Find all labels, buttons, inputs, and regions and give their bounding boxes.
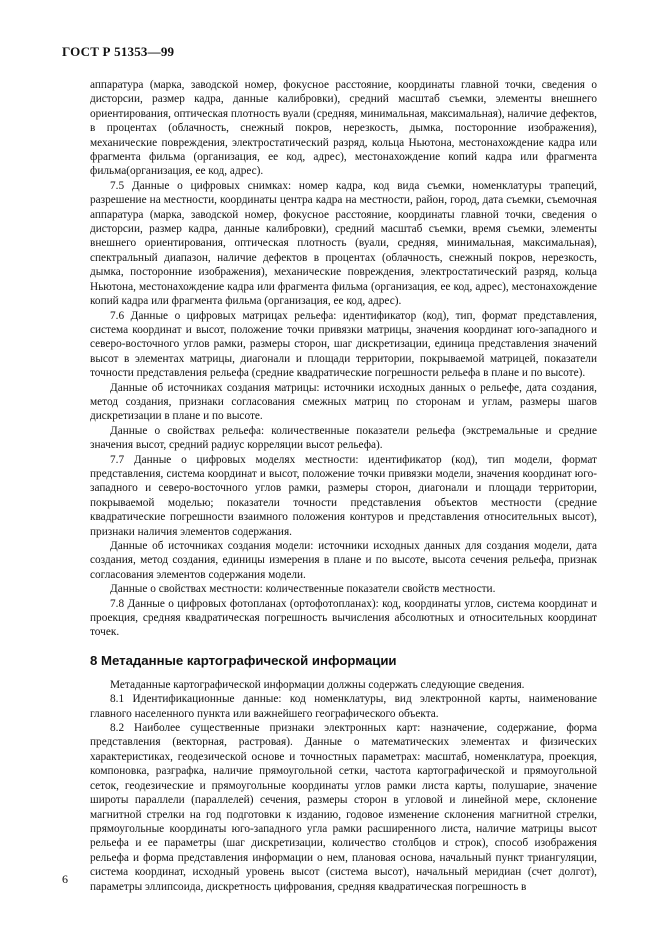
paragraph-7-6: 7.6 Данные о цифровых матрицах рельефа: идентификатор (код), тип, формат представления, система координат и высот, положение точки привязки матрицы, значения координат юго-западного и северо-восточного углов рамки, размеры сторон, шаг дискретизации, единица представления значений высот в элементах матрицы, диагонали и площади территории, покрываемой матрицей, показатели точности представления рельефа (средние квадратические погрешности рельефа в плане и по высоте). (90, 309, 597, 380)
paragraph-continuation: аппаратура (марка, заводской номер, фокусное расстояние, координаты главной точки, сведения о дисторсии, размер кадра, данные калибровки), средний масштаб съемки, элементы внешнего ориентирования, оптическая плотность вуали (средняя, минимальная, максимальная), наличие дефектов, в процентах (облачность, снежный покров, нерезкость, дымка, посторонние изображения), механические повреждения, электростатический разряд, кольца Ньютона, местонахождение кадра или фрагмента фильма (организация, ее код, адрес), местонахождение копий кадра или фрагмента фильма(организация, ее код, адрес). (90, 79, 597, 178)
paragraph-8-2: 8.2 Наиболее существенные признаки электронных карт: назначение, содержание, форма представления (векторная, растровая). Данные о математических элементах и физических характеристиках, геодезической основе и точностных параметрах: масштаб, номенклатура, проекция, компоновка, разграфка, наличие прямоугольной сетки, частота картографической и прямоугольной сеток, геодезические и прямоугольные координаты углов рамки листа карты, полушарие, значение широты параллели (параллелей) сечения, размеры сторон в угловой и линейной мере, склонение магнитной стрелки на год подготовки к изданию, годовое изменение склонения магнитной стрелки, прямоугольные координаты юго-западного угла рамки расширенного листа, наличие матрицы высот рельефа и ее параметры (шаг дискретизации, количество столбцов и строк), способ изображения рельефа и форма представления информации о нем, плановая основа, начальный пункт триангуляции, система координат, исходный уровень высот (система высот), начальный меридиан (счет долгот), параметры эллипсоида, дискретность цифрования, средняя квадратическая погрешность в (90, 722, 597, 893)
paragraph-8-1: 8.1 Идентификационные данные: код номенклатуры, вид электронной карты, наименование главного населенного пункта или важнейшего географического объекта. (90, 693, 597, 720)
page-number: 6 (62, 872, 68, 886)
paragraph-section-intro: Метаданные картографической информации должны содержать следующие сведения. (110, 678, 525, 691)
paragraph-7-7: 7.7 Данные о цифровых моделях местности: идентификатор (код), тип модели, формат представления, система координат и высот, положение точки привязки модели, значения координат юго-западного и северо-восточного углов рамки, размеры сторон, диагонали и площади территории, покрываемой моделью; показатели точности представления объектов местности (средние квадратические погрешности взаимного положения контуров и представления относительных высот), признаки наличия элементов содержания. (90, 453, 597, 538)
paragraph-terrain-properties: Данные о свойствах местности: количественные показатели свойств местности. (110, 583, 496, 596)
document-body (90, 78, 597, 894)
paragraph-matrix-sources: Данные об источниках создания матрицы: источники исходных данных о рельефе, дата создания, метод создания, признаки согласования смежных матриц по сторонам и углам, размеры шагов дискретизации в плане и по высоте. (90, 381, 597, 423)
document-code: ГОСТ Р 51353—99 (62, 44, 175, 59)
paragraph-7-5: 7.5 Данные о цифровых снимках: номер кадра, код вида съемки, номенклатуры трапеций, разрешение на местности, координаты центра кадра на местности, район, город, дата съемки, съемочная аппаратура (марка, заводской номер, фокусное расстояние, координаты главной точки, сведения о дисторсии, размер кадра, данные калибровки), средний масштаб съемки, время съемки, элементы внешнего ориентирования, оптическая плотность (вуали, средняя, минимальная, максимальная), спектральный диапазон, наличие дефектов в процентах (облачность, снежный покров, нерезкость, дымка, посторонние изображения), механические повреждения, электростатический разряд, кольца Ньютона, местонахождение кадра или фрагмента фильма (организация, ее код, адрес), местонахождение копий кадра или фрагмента фильма (организация, ее код, адрес). (90, 179, 597, 308)
section-heading: 8 Метаданные картографической информации (90, 652, 397, 668)
paragraph-model-sources: Данные об источниках создания модели: источники исходных данных для создания модели, дата создания, метод создания, единицы измерения в плане и по высоте, высота сечения рельефа, признак согласования элементов содержания модели. (90, 540, 597, 581)
paragraph-relief-properties: Данные о свойствах рельефа: количественные показатели рельефа (экстремальные и средние значения высот, средний радиус корреляции высот рельефа). (90, 424, 597, 452)
paragraph-7-8: 7.8 Данные о цифровых фотопланах (ортофотопланах): код, координаты углов, система координат и проекция, средняя квадратическая погрешность вычисления абсолютных и относительных координат точек. (90, 597, 597, 639)
